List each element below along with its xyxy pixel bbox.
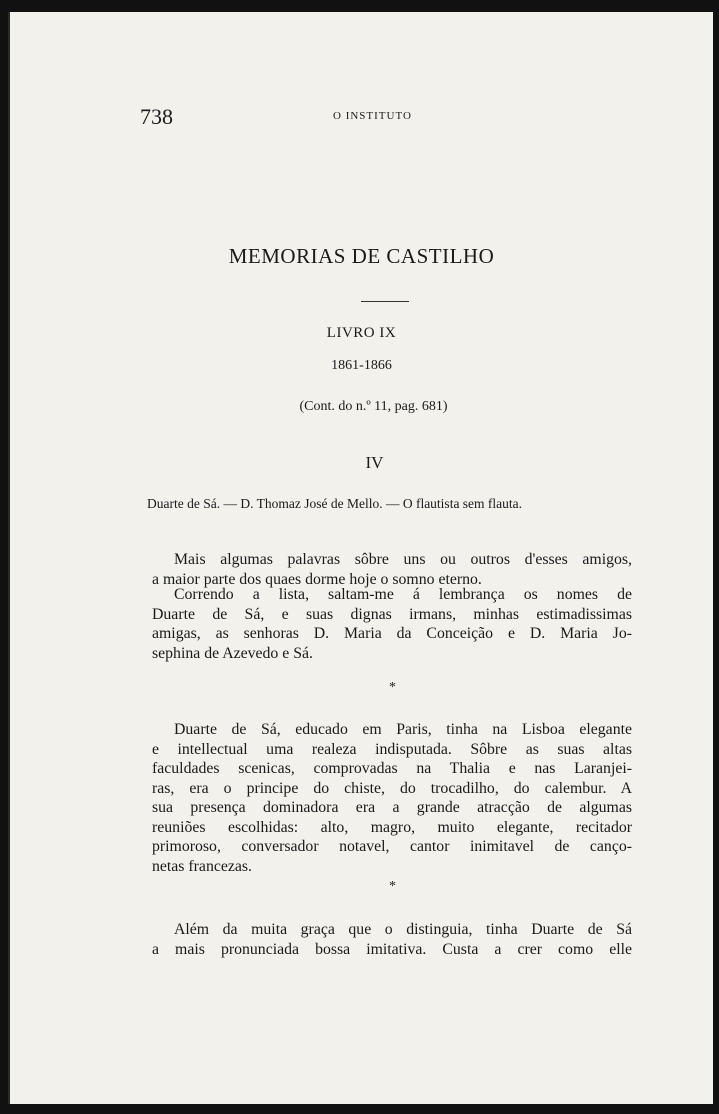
article-title: MEMORIAS DE CASTILHO <box>228 244 495 268</box>
paragraph-3 <box>152 720 632 876</box>
paragraph-2 <box>152 585 632 663</box>
text-line: Correndo a lista, saltam-me á lembrança os nomes de <box>174 586 632 603</box>
continuation-note: (Cont. do n.º 11, pag. 681) <box>299 399 448 414</box>
text-line: Duarte de Sá, educado em Paris, tinha na Lisboa elegante <box>174 721 632 738</box>
text-line: a mais pronunciada bossa imitativa. Custa a crer como elle <box>152 940 632 958</box>
chapter-summary: Duarte de Sá. — D. Thomaz José de Mello. — O flautista sem flauta. <box>147 496 523 511</box>
text-line: e intellectual uma realeza indisputada. Sôbre as suas altas <box>152 740 632 758</box>
title-rule <box>361 301 409 302</box>
section-separator: * <box>389 680 396 695</box>
text-line: netas francezas. <box>152 857 252 875</box>
text-line: Além da muita graça que o distinguia, tinha Duarte de Sá <box>174 921 632 938</box>
page-number: 738 <box>140 104 173 129</box>
chapter-number: IV <box>365 453 384 472</box>
running-title: O INSTITUTO <box>333 110 412 122</box>
text-line: faculdades scenicas, comprovadas na Thalia e nas Laranjei- <box>152 760 632 777</box>
text-line: Mais algumas palavras sôbre uns ou outros d'esses amigos, <box>174 551 632 568</box>
text-line: reuniões escolhidas: alto, magro, muito elegante, recitador <box>152 818 632 836</box>
text-line: Duarte de Sá, e suas dignas irmans, minhas estimadissimas <box>152 605 632 623</box>
section-separator: * <box>389 879 396 894</box>
text-line: ras, era o principe do chiste, do trocadilho, do calembur. A <box>152 779 632 797</box>
text-line: sua presença dominadora era a grande atracção de algumas <box>152 799 632 816</box>
book-label: LIVRO IX <box>326 325 397 341</box>
text-line: amigas, as senhoras D. Maria da Conceição e D. Maria Jo- <box>152 625 632 642</box>
paragraph-4 <box>152 920 632 959</box>
text-line: a maior parte dos quaes dorme hoje o somno eterno. <box>152 570 482 588</box>
book-page <box>8 12 713 1104</box>
text-line: primoroso, conversador notavel, cantor inimitavel de canço- <box>152 838 632 855</box>
text-line: sephina de Azevedo e Sá. <box>152 644 313 662</box>
paragraph-1 <box>152 550 632 589</box>
year-range: 1861-1866 <box>331 358 392 373</box>
